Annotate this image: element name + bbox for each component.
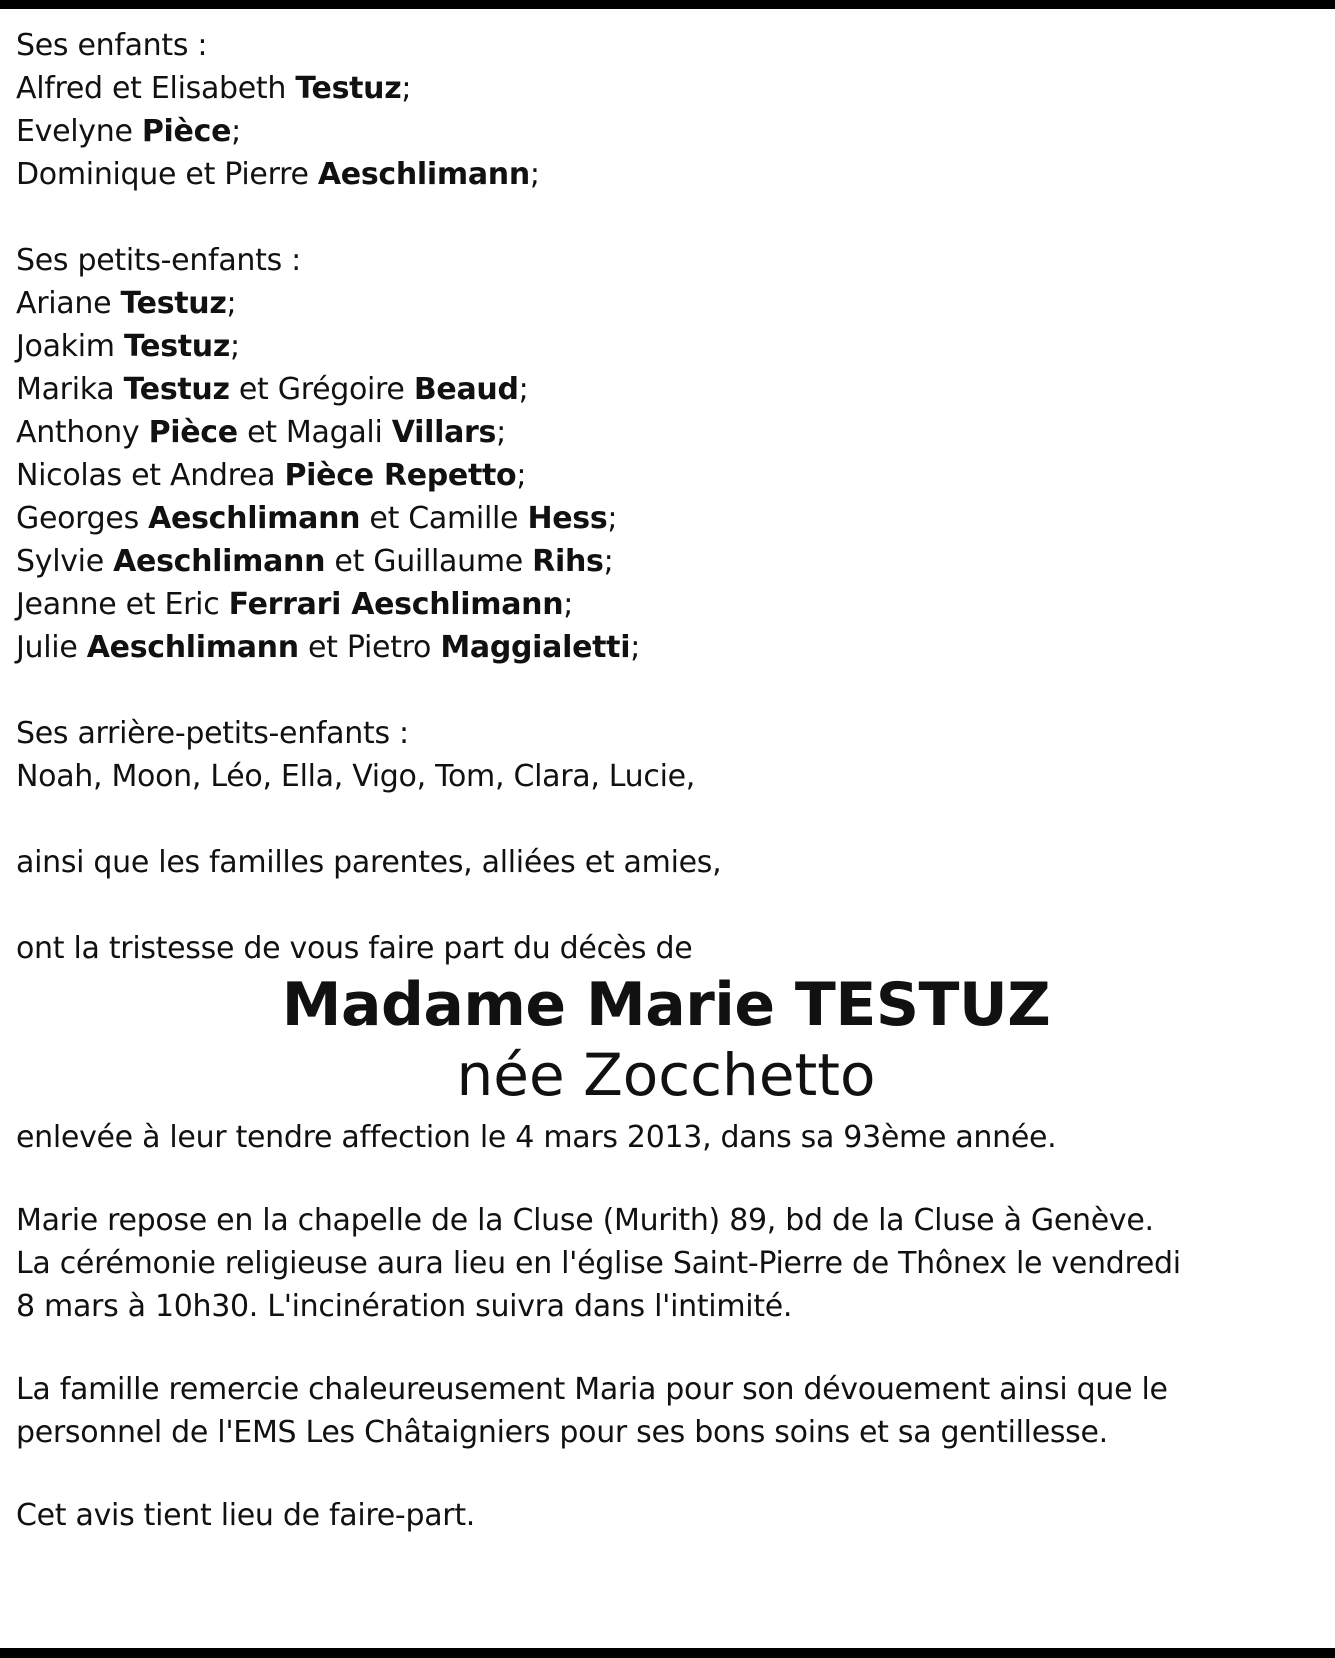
line-text: ; xyxy=(230,329,240,364)
surname: Testuz xyxy=(123,329,231,364)
closing-line: Cet avis tient lieu de faire-part. xyxy=(16,1498,476,1533)
great-grandchildren-names: Noah, Moon, Léo, Ella, Vigo, Tom, Clara, Lucie, xyxy=(16,759,696,794)
line-text: ; xyxy=(496,415,506,450)
family-line xyxy=(16,282,1316,325)
spacer xyxy=(16,798,1316,841)
surname: Beaud xyxy=(413,372,519,407)
surname: Aeschlimann xyxy=(148,501,361,536)
top-border-rule xyxy=(0,0,1335,9)
surname: Aeschlimann xyxy=(113,544,326,579)
bottom-border-rule xyxy=(0,1648,1335,1658)
family-line xyxy=(16,368,1316,411)
line-text: ; xyxy=(563,587,574,622)
surname: Aeschlimann xyxy=(86,630,299,665)
line-text: et Magali xyxy=(237,415,392,450)
thanks-paragraph xyxy=(16,1368,1316,1454)
spacer xyxy=(16,884,1316,927)
surname: Rihs xyxy=(532,544,604,579)
line-text: Dominique et Pierre xyxy=(16,157,318,192)
line-text: ; xyxy=(401,71,412,106)
line-text: Joakim xyxy=(16,329,124,364)
ceremony-line: 8 mars à 10h30. L'incinération suivra dans l'intimité. xyxy=(16,1289,793,1324)
line-text: Julie xyxy=(16,630,87,665)
line-text: ; xyxy=(518,372,529,407)
line-text: Evelyne xyxy=(16,114,142,149)
surname: Testuz xyxy=(295,71,402,106)
line-text: Alfred et Elisabeth xyxy=(16,71,296,106)
surname: Testuz xyxy=(120,286,227,321)
deceased-name-block xyxy=(16,970,1316,1110)
passing-line: enlevée à leur tendre affection le 4 mars 2013, dans sa 93ème année. xyxy=(16,1120,1057,1155)
line-text: Anthony xyxy=(16,415,149,450)
surname: Pièce xyxy=(148,415,238,450)
line-text: ; xyxy=(529,157,540,192)
line-text: et Grégoire xyxy=(229,372,414,407)
spacer xyxy=(16,1159,1316,1199)
families-line: ainsi que les familles parentes, alliées et amies, xyxy=(16,845,722,880)
great-grandchildren-section xyxy=(16,712,1316,798)
thanks-line: personnel de l'EMS Les Châtaigniers pour ses bons soins et sa gentillesse. xyxy=(16,1415,1108,1450)
line-text: et Camille xyxy=(360,501,528,536)
family-line xyxy=(16,540,1316,583)
family-line xyxy=(16,67,1316,110)
spacer xyxy=(16,669,1316,712)
spacer xyxy=(16,1454,1316,1494)
line-text: et Pietro xyxy=(298,630,441,665)
great-grandchildren-heading: Ses arrière-petits-enfants : xyxy=(16,716,409,751)
family-line xyxy=(16,325,1316,368)
line-text: Marika xyxy=(16,372,124,407)
line-text: ; xyxy=(231,114,241,149)
ceremony-paragraph xyxy=(16,1199,1316,1328)
obituary-notice xyxy=(16,24,1316,1537)
surname: Maggialetti xyxy=(440,630,631,665)
line-text: et Guillaume xyxy=(325,544,533,579)
line-text: Georges xyxy=(16,501,149,536)
line-text: ; xyxy=(607,501,618,536)
children-heading: Ses enfants : xyxy=(16,28,208,63)
thanks-line: La famille remercie chaleureusement Maria pour son dévouement ainsi que le xyxy=(16,1372,1168,1407)
family-line xyxy=(16,110,1316,153)
surname: Pièce Repetto xyxy=(284,458,517,493)
surname: Testuz xyxy=(123,372,230,407)
line-text: ; xyxy=(603,544,614,579)
ceremony-line: La cérémonie religieuse aura lieu en l'église Saint-Pierre de Thônex le vendredi xyxy=(16,1246,1181,1281)
spacer xyxy=(16,1328,1316,1368)
surname: Villars xyxy=(391,415,497,450)
maiden-name: née Zocchetto xyxy=(456,1041,876,1109)
family-line xyxy=(16,583,1316,626)
family-line xyxy=(16,153,1316,196)
grandchildren-heading: Ses petits-enfants : xyxy=(16,243,301,278)
line-text: Ariane xyxy=(16,286,121,321)
deceased-name: Madame Marie TESTUZ xyxy=(281,970,1051,1040)
children-section xyxy=(16,24,1316,196)
spacer xyxy=(16,196,1316,239)
surname: Aeschlimann xyxy=(317,157,530,192)
ceremony-line: Marie repose en la chapelle de la Cluse (Murith) 89, bd de la Cluse à Genève. xyxy=(16,1203,1154,1238)
line-text: Jeanne et Eric xyxy=(16,587,229,622)
grandchildren-section xyxy=(16,239,1316,669)
line-text: ; xyxy=(630,630,641,665)
family-line xyxy=(16,626,1316,669)
announcement-line: ont la tristesse de vous faire part du décès de xyxy=(16,931,693,966)
family-line xyxy=(16,454,1316,497)
family-line xyxy=(16,411,1316,454)
surname: Pièce xyxy=(141,114,232,149)
family-line xyxy=(16,497,1316,540)
surname: Hess xyxy=(527,501,608,536)
surname: Ferrari Aeschlimann xyxy=(228,587,564,622)
line-text: Sylvie xyxy=(16,544,114,579)
line-text: ; xyxy=(226,286,237,321)
line-text: ; xyxy=(516,458,527,493)
line-text: Nicolas et Andrea xyxy=(16,458,285,493)
